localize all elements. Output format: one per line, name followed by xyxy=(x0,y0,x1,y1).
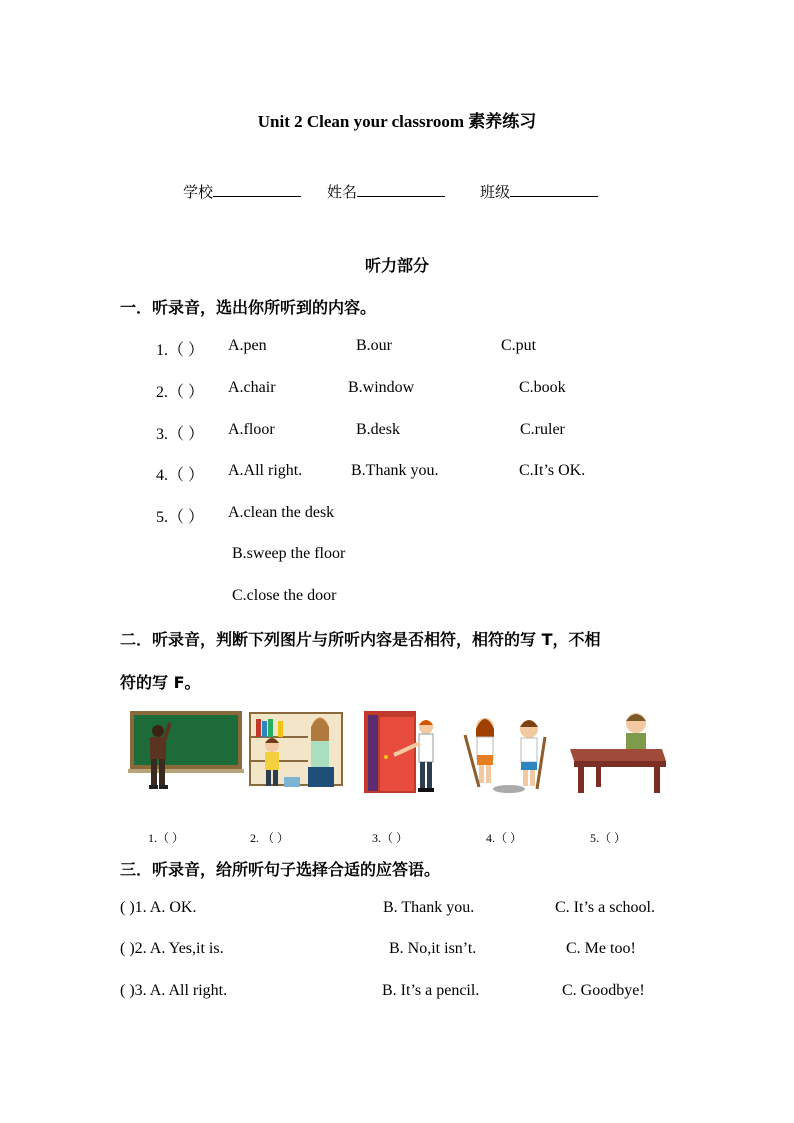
p1-q3-num: 3.（ ） xyxy=(156,426,205,443)
p3-q3-b: B. It’s a pencil. xyxy=(382,982,480,999)
part2-heading-line1: 二．听录音，判断下列图片与所听内容是否相符，相符的写 T，不相 xyxy=(120,630,601,649)
picture-1-blackboard xyxy=(128,707,244,795)
p3-q2-b: B. No,it isn’t. xyxy=(389,940,477,957)
p1-q5-b: B.sweep the floor xyxy=(232,545,346,562)
p3-q2-c: C. Me too! xyxy=(566,940,636,957)
picture-2-answer[interactable]: 2. （ ） xyxy=(250,831,290,845)
p1-q2-a: A.chair xyxy=(228,379,276,396)
class-label: 班级 xyxy=(480,183,511,201)
p3-q1-c: C. It’s a school. xyxy=(555,899,655,916)
school-field xyxy=(183,181,301,202)
name-field xyxy=(327,181,445,202)
school-label: 学校 xyxy=(183,183,214,201)
name-blank[interactable] xyxy=(357,182,445,197)
p1-q1-num: 1.（ ） xyxy=(156,342,205,359)
picture-3-answer[interactable]: 3.（ ） xyxy=(372,831,409,845)
picture-4-answer[interactable]: 4.（ ） xyxy=(486,831,523,845)
p1-q4-num: 4.（ ） xyxy=(156,467,205,484)
p1-q5-c: C.close the door xyxy=(232,587,337,604)
p3-q1-b: B. Thank you. xyxy=(383,899,475,916)
p1-q5-a: A.clean the desk xyxy=(228,504,335,521)
p3-q2-num: ( )2. A. Yes,it is. xyxy=(120,940,224,957)
picture-1-answer[interactable]: 1.（ ） xyxy=(148,831,185,845)
p1-q2-num: 2.（ ） xyxy=(156,384,205,401)
p1-q4-b: B.Thank you. xyxy=(351,462,439,479)
p1-q4-a: A.All right. xyxy=(228,462,303,479)
listening-section-title: 听力部分 xyxy=(364,256,429,275)
picture-4-sweeping xyxy=(457,707,557,795)
p1-q1-c: C.put xyxy=(501,337,537,354)
p3-q3-c: C. Goodbye! xyxy=(562,982,645,999)
p1-q5-num: 5.（ ） xyxy=(156,509,205,526)
school-blank[interactable] xyxy=(213,182,301,197)
part1-heading: 一．听录音，选出你所听到的内容。 xyxy=(120,298,377,317)
p1-q2-c: C.book xyxy=(519,379,566,396)
name-label: 姓名 xyxy=(327,183,358,201)
p1-q1-b: B.our xyxy=(356,337,392,354)
p1-q1-a: A.pen xyxy=(228,337,267,354)
p3-q1-num: ( )1. A. OK. xyxy=(120,899,197,916)
class-blank[interactable] xyxy=(510,182,598,197)
page-title: Unit 2 Clean your classroom 素养练习 xyxy=(257,112,537,131)
p1-q3-a: A.floor xyxy=(228,421,275,438)
picture-5-cleaning-desk xyxy=(566,707,670,795)
class-field xyxy=(480,181,598,202)
picture-2-bookshelf xyxy=(248,707,344,795)
p1-q3-b: B.desk xyxy=(356,421,400,438)
p1-q3-c: C.ruler xyxy=(520,421,565,438)
p1-q2-b: B.window xyxy=(348,379,415,396)
picture-5-answer[interactable]: 5.（ ） xyxy=(590,831,627,845)
p3-q3-num: ( )3. A. All right. xyxy=(120,982,228,999)
picture-3-door xyxy=(362,707,454,795)
part2-heading-line2: 符的写 F。 xyxy=(120,673,201,692)
part3-heading: 三．听录音，给所听句子选择合适的应答语。 xyxy=(120,860,441,879)
p1-q4-c: C.It’s OK. xyxy=(519,462,586,479)
